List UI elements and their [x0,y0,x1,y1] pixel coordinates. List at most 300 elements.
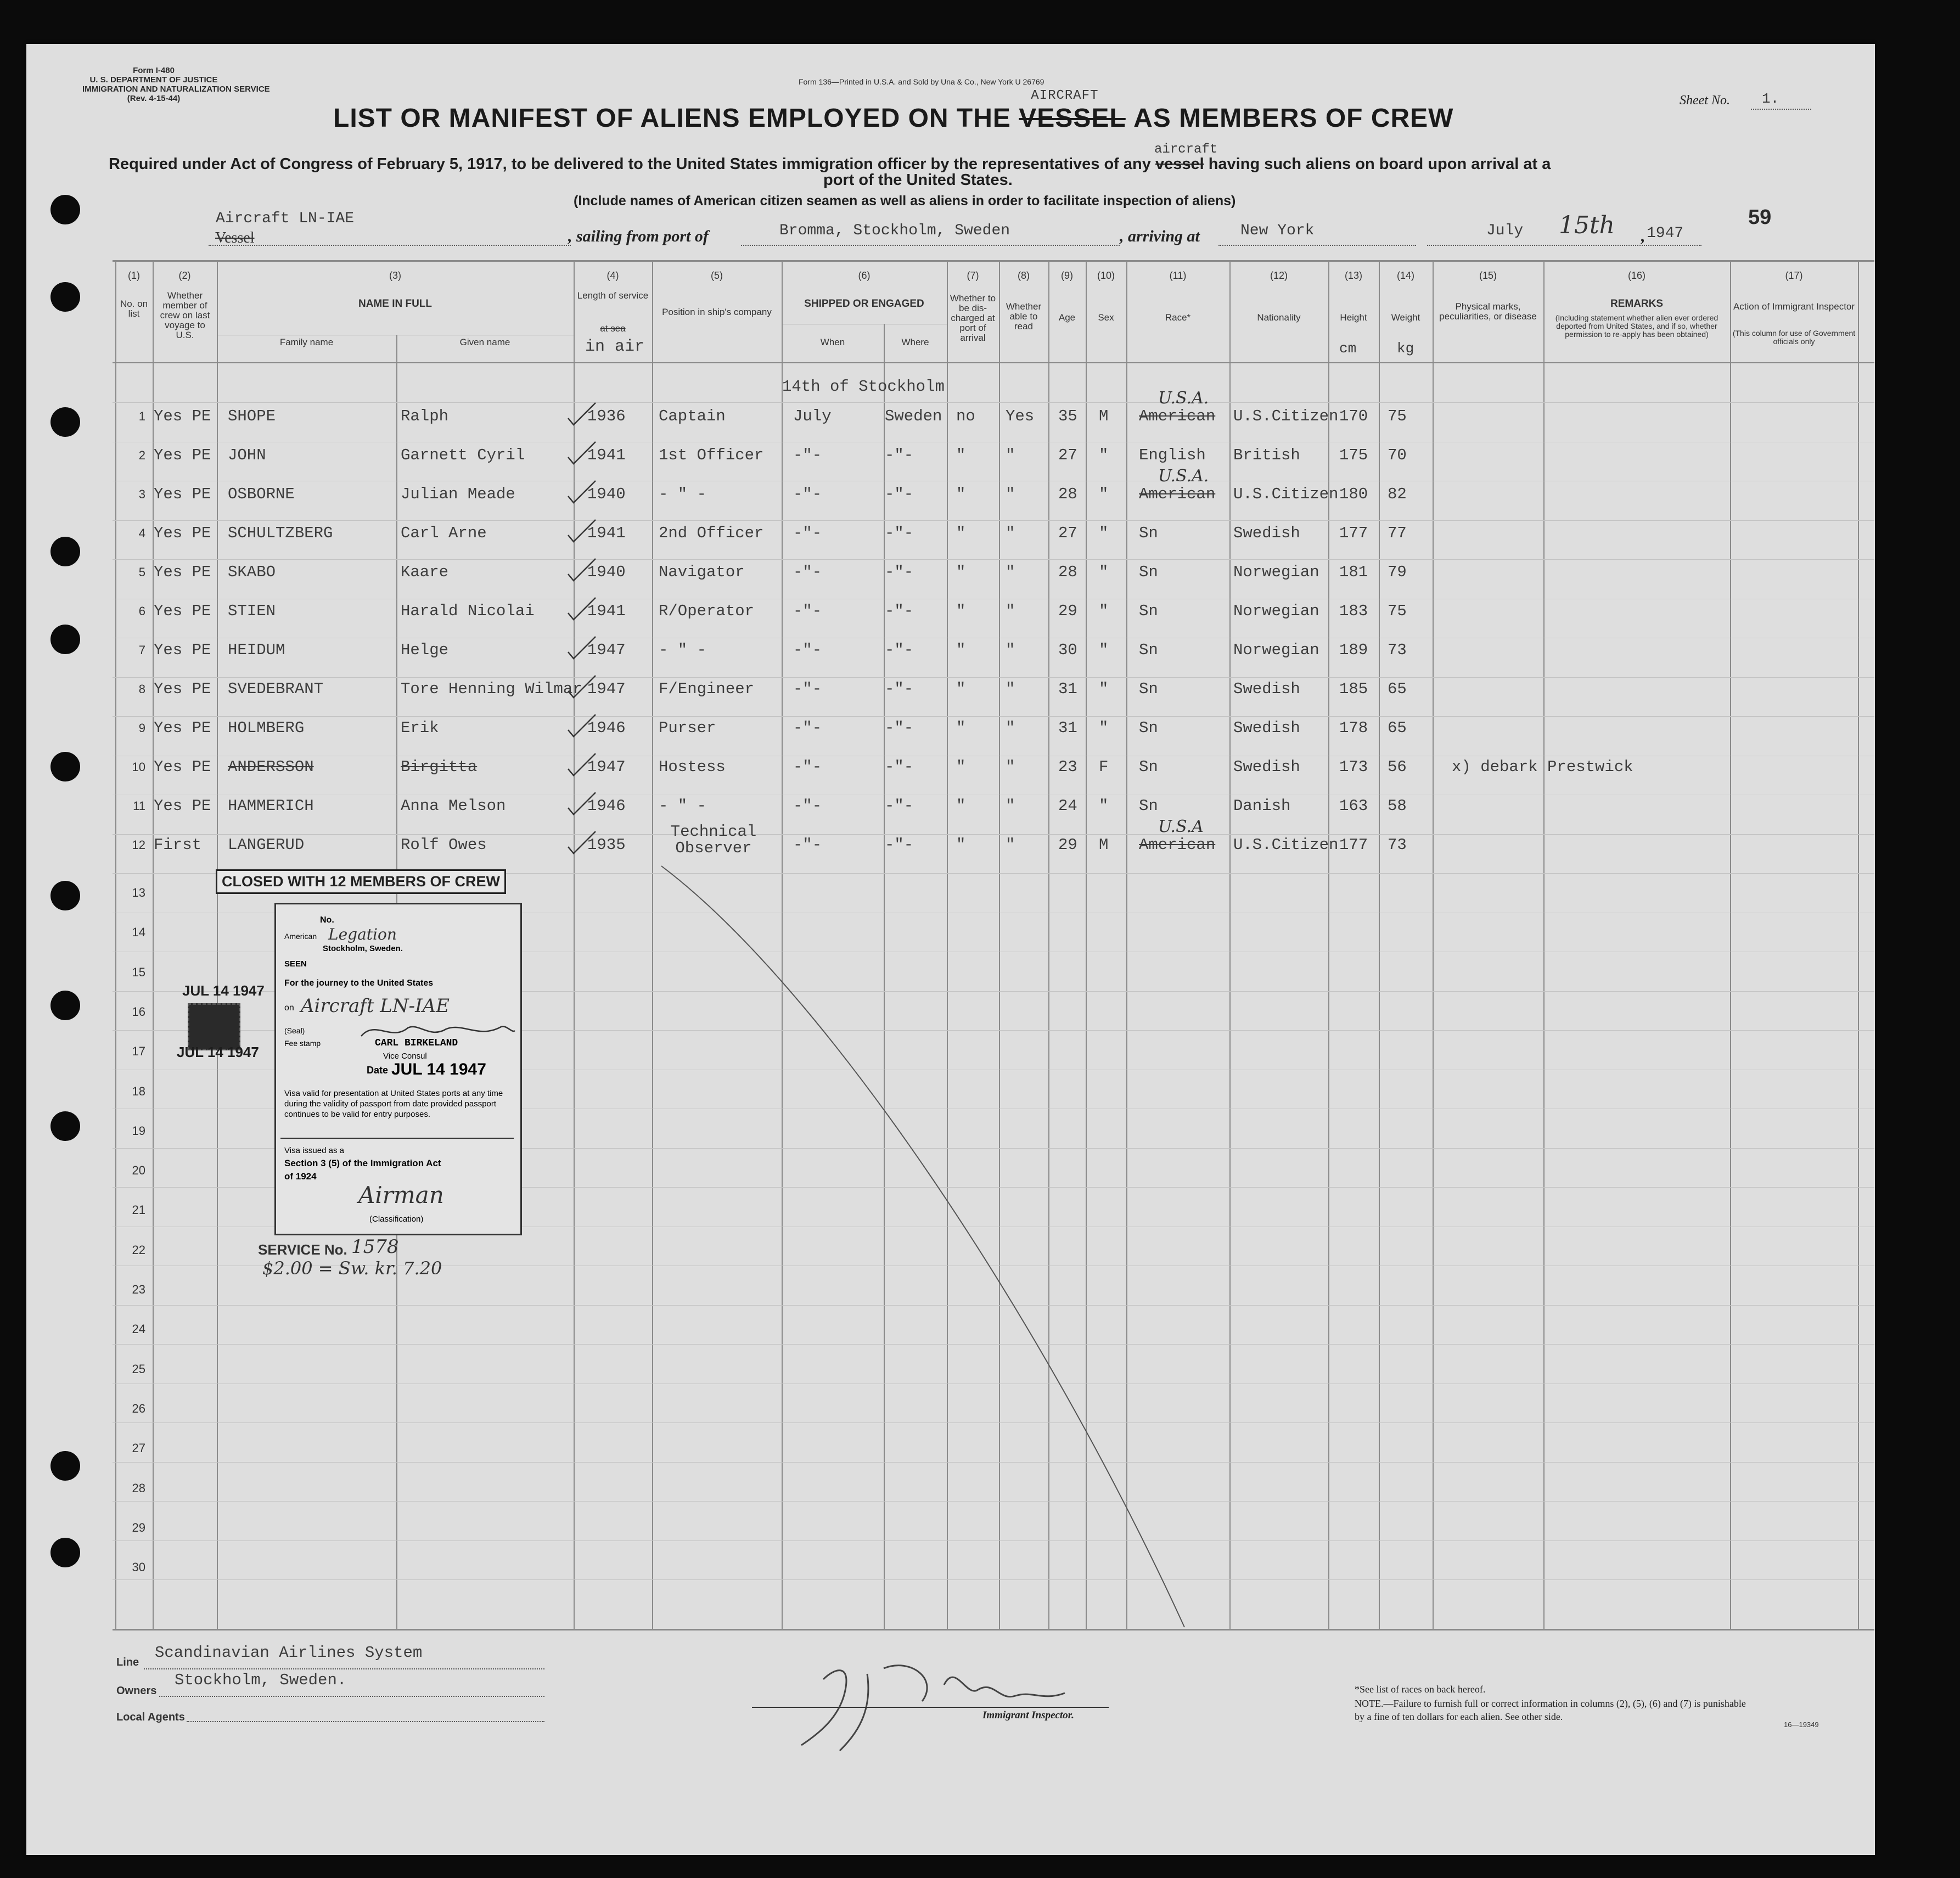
cell-nat: Swedish [1233,680,1300,698]
cell-race: Sn [1139,680,1158,698]
cell-given: Garnett Cyril [401,446,525,464]
cell-height: 163 [1339,797,1368,815]
cell-family: HAMMERICH [228,797,314,815]
cell-member: Yes PE [154,446,211,464]
hdr-weight-unit: kg [1397,340,1414,357]
sheet-number: 1. [1762,91,1779,107]
sailing-port: Bromma, Stockholm, Sweden [779,222,1010,239]
fee-note: $2.00 = Sw. kr. 7.20 [262,1258,442,1279]
hdr-shipped: SHIPPED OR ENGAGED [804,298,924,310]
cell-given: Ralph [401,407,449,425]
above-row-note: 14th of Stockholm [782,378,945,396]
cell-nat: Norwegian [1233,602,1319,620]
cell-member: Yes PE [154,524,211,542]
visa-no: No. [320,915,334,925]
cell-when: -"- [793,680,822,698]
empty-row-number: 13 [132,886,145,899]
cell-height: 177 [1339,836,1368,854]
cell-read: " [1006,446,1015,464]
title-aircraft-typed: AIRCRAFT [1031,88,1099,103]
cell-no: 2 [138,448,145,462]
cell-age: 35 [1058,407,1077,425]
cell-position: - " - [659,797,707,815]
inspector-underline [752,1707,1109,1708]
cell-sex: " [1099,797,1109,815]
cell-height: 181 [1339,563,1368,581]
cell-no: 5 [138,565,145,579]
cell-given: Harald Nicolai [401,602,535,620]
subtitle-text-a: Required under Act of Congress of February 5, 1917, to be delivered to the United States immigration officer by the representatives of any [109,155,1151,173]
cell-weight: 70 [1388,446,1407,464]
hdr-race: Race* [1165,312,1191,323]
cell-when: -"- [793,485,822,503]
empty-row-number: 30 [132,1560,145,1575]
cell-member: Yes PE [154,641,211,659]
owners-label: Owners [116,1685,157,1697]
cell-nat: U.S.Citizen [1233,485,1339,503]
cell-nat: U.S.Citizen [1233,836,1339,854]
cell-position: - " - [659,641,707,659]
note-label: NOTE. [1355,1698,1384,1709]
cell-height: 170 [1339,407,1368,425]
cell-read: Yes [1006,407,1035,425]
cell-length: 1947 [587,641,626,659]
cell-no: 3 [138,487,145,501]
cell-disch: " [956,680,966,698]
form-number: Form I-480 [133,66,175,75]
visa-legation-a: American [284,932,317,941]
cell-height: 185 [1339,680,1368,698]
empty-row-number: 15 [132,965,145,979]
cell-sex: " [1099,446,1109,464]
cell-race: Sn [1139,758,1158,776]
cell-position: 1st Officer [659,446,764,464]
cell-weight: 73 [1388,836,1407,854]
cell-remarks: x) debark Prestwick [1452,758,1633,776]
visa-fee-stamp: Fee stamp [284,1039,321,1048]
cell-where: -"- [885,719,914,737]
cell-height: 178 [1339,719,1368,737]
empty-row-number: 18 [132,1084,145,1098]
cell-nat: Swedish [1233,758,1300,776]
form-code: 16—19349 [1784,1720,1819,1729]
cell-where: -"- [885,524,914,542]
cell-read: " [1006,680,1015,698]
subtitle-line-2: port of the United States. [823,171,1013,189]
owners-underline [159,1696,544,1697]
hdr-nationality: Nationality [1257,312,1301,323]
cell-where: -"- [885,641,914,659]
cell-given: Anna Melson [401,797,506,815]
cell-length: 1935 [587,836,626,854]
cell-length: 1947 [587,680,626,698]
visa-date: JUL 14 1947 [391,1060,486,1078]
cell-read: " [1006,485,1015,503]
cell-member: Yes PE [154,602,211,620]
cell-disch: " [956,446,966,464]
subtitle-vessel-struck: vessel [1155,155,1204,173]
cell-member: Yes PE [154,797,211,815]
visa-class-label: (Classification) [369,1214,424,1224]
empty-row-number: 21 [132,1203,145,1217]
cell-family: JOHN [228,446,266,464]
cell-member: Yes PE [154,758,211,776]
service-number: 1578 [351,1236,399,1258]
cell-disch: " [956,797,966,815]
cell-length: 1946 [587,719,626,737]
cell-height: 173 [1339,758,1368,776]
cell-member: Yes PE [154,680,211,698]
cell-sex: " [1099,485,1109,503]
cell-weight: 58 [1388,797,1407,815]
cell-age: 30 [1058,641,1077,659]
cell-nat: Danish [1233,797,1291,815]
cell-read: " [1006,524,1015,542]
empty-row-number: 22 [132,1242,145,1257]
cell-disch: " [956,524,966,542]
cell-height: 177 [1339,524,1368,542]
cell-family: ANDERSSON [228,758,314,776]
visa-on-aircraft: Aircraft LN-IAE [301,995,450,1017]
service-name: IMMIGRATION AND NATURALIZATION SERVICE [82,85,270,94]
hdr-action-sub: (This column for use of Government officials only [1732,329,1856,346]
cell-read: " [1006,719,1015,737]
cell-where: -"- [885,758,914,776]
cell-no: 6 [138,604,145,618]
agents-underline [187,1721,544,1722]
cell-read: " [1006,641,1015,659]
cell-position: Hostess [659,758,726,776]
visa-legation-b: Legation [328,925,397,943]
cell-when: -"- [793,524,822,542]
vessel-typed: Aircraft LN-IAE [216,210,355,227]
cell-height: 180 [1339,485,1368,503]
cell-race: Sn [1139,602,1158,620]
cell-height: 175 [1339,446,1368,464]
cell-age: 29 [1058,836,1077,854]
empty-row-number: 16 [132,1004,145,1019]
hdr-weight: Weight [1391,312,1420,323]
cell-given: Erik [401,719,439,737]
visa-classification: Airman [358,1182,444,1208]
cell-family: SHOPE [228,407,276,425]
visa-sec-c: of 1924 [284,1171,317,1182]
cell-family: LANGERUD [228,836,305,854]
service-label: SERVICE No. [258,1241,347,1258]
cell-read: " [1006,602,1015,620]
cell-member: First [154,836,202,854]
line-underline [144,1668,544,1669]
empty-row-number: 20 [132,1163,145,1178]
cell-when: -"- [793,563,822,581]
inspector-signature [757,1646,1109,1756]
cell-length: 1941 [587,446,626,464]
department: U. S. DEPARTMENT OF JUSTICE [89,75,218,85]
visa-city: Stockholm, Sweden. [323,944,403,953]
cell-read: " [1006,797,1015,815]
cell-disch: " [956,602,966,620]
hdr-height: Height [1340,312,1367,323]
cell-where: -"- [885,446,914,464]
consul-name: CARL BIRKELAND [375,1038,458,1049]
cell-position: Technical Observer [670,823,757,857]
sailing-label: , sailing from port of [568,227,709,245]
inspector-label: Immigrant Inspector. [982,1710,1074,1721]
cell-weight: 75 [1388,602,1407,620]
cell-position: Navigator [659,563,745,581]
cell-height: 183 [1339,602,1368,620]
owners-value: Stockholm, Sweden. [175,1671,347,1689]
hdr-remarks-sub: (Including statement whether alien ever ordered deported from United States, and if so, whether permission to re-apply has been obtained) [1555,313,1718,339]
cell-race: English [1139,446,1206,464]
empty-row-number: 28 [132,1481,145,1495]
visa-valid-text: Visa valid for presentation at United States ports at any time during the validity of passport from date provided passport continues to be valid for entry purposes. [284,1089,503,1119]
subtitle-line-3: (Include names of American citizen seamen as well as aliens in order to facilitate inspection of aliens) [574,193,1236,209]
fee-stamp-date-top: JUL 14 1947 [182,982,265,999]
cell-weight: 82 [1388,485,1407,503]
hdr-read: Whether able to read [1006,301,1042,331]
empty-row-number: 23 [132,1283,145,1296]
cell-length: 1941 [587,524,626,542]
fine-note [1355,1697,1755,1723]
title-part-a: LIST OR MANIFEST OF ALIENS EMPLOYED ON THE [333,104,1011,133]
cell-length: 1940 [587,485,626,503]
cell-sex: " [1099,524,1109,542]
cell-weight: 79 [1388,563,1407,581]
hdr-length-hand: in air [585,338,645,356]
cell-nat: British [1233,446,1300,464]
cell-position: 2nd Officer [659,524,764,542]
hdr-remarks: REMARKS [1610,298,1664,310]
hdr-marks: Physical marks, peculiarities, or disease [1439,301,1537,322]
cell-when: -"- [793,446,822,464]
cell-when: -"- [793,641,822,659]
fee-stamp-date-bottom: JUL 14 1947 [177,1044,259,1060]
cell-race: Sn [1139,797,1158,815]
cell-disch: " [956,641,966,659]
cell-nat: Norwegian [1233,641,1319,659]
cell-weight: 73 [1388,641,1407,659]
cell-member: Yes PE [154,485,211,503]
hdr-no-on-list: No. on list [120,299,148,319]
cell-position: F/Engineer [659,680,755,698]
closed-stamp: CLOSED WITH 12 MEMBERS OF CREW [216,869,506,894]
cell-when: -"- [793,836,822,854]
printer-line: Form 136—Printed in U.S.A. and Sold by Una & Co., New York U 26769 [799,77,1044,86]
cell-when: -"- [793,797,822,815]
note-text: —Failure to furnish full or correct information in columns (2), (5), (6) and (7) is punishable by a fine of ten dollars for each alien. See other side. [1355,1698,1746,1722]
cell-member: Yes PE [154,407,211,425]
cell-length: 1940 [587,563,626,581]
cell-weight: 75 [1388,407,1407,425]
cell-no: 10 [132,760,145,774]
cell-no: 9 [138,721,145,735]
cell-sex: " [1099,563,1109,581]
page-number: 59 [1748,206,1772,229]
consul-title: Vice Consul [383,1052,427,1061]
cell-family: SVEDEBRANT [228,680,324,698]
cell-member: Yes PE [154,563,211,581]
cell-disch: " [956,836,966,854]
cell-weight: 56 [1388,758,1407,776]
visa-on-label: on [284,1003,294,1013]
race-handwritten: U.S.A. [1158,389,1209,408]
cell-position: - " - [659,485,707,503]
hdr-sex: Sex [1098,312,1114,323]
cell-age: 24 [1058,797,1077,815]
title-part-b: AS MEMBERS OF CREW [1133,104,1454,133]
cell-length: 1946 [587,797,626,815]
cell-when: -"- [793,758,822,776]
cell-when: -"- [793,602,822,620]
cell-read: " [1006,836,1015,854]
cell-position: Purser [659,719,716,737]
arrival-day: 15th [1559,211,1615,239]
cell-sex: " [1099,602,1109,620]
cell-nat: Norwegian [1233,563,1319,581]
empty-row-number: 26 [132,1401,145,1415]
cell-weight: 77 [1388,524,1407,542]
cell-disch: " [956,485,966,503]
empty-row-number: 17 [132,1044,145,1059]
cell-sex: " [1099,641,1109,659]
cell-age: 31 [1058,719,1077,737]
cell-race: Sn [1139,563,1158,581]
cell-given: Helge [401,641,449,659]
date-sep: , [1641,227,1645,245]
cell-no: 8 [138,682,145,696]
cell-no: 11 [133,799,145,813]
cell-length: 1941 [587,602,626,620]
cell-disch: " [956,719,966,737]
hdr-discharged: Whether to be dis-charged at port of arrival [950,293,996,343]
cell-family: OSBORNE [228,485,295,503]
title-vessel-struck: VESSEL [1019,104,1126,133]
cell-disch: no [956,407,975,425]
cell-given: Carl Arne [401,524,487,542]
cell-weight: 65 [1388,680,1407,698]
cell-where: -"- [885,836,914,854]
hdr-action: Action of Immigrant Inspector [1733,301,1855,312]
visa-journey: For the journey to the United States [284,979,434,988]
hdr-given-name: Given name [459,337,510,347]
cell-race: Sn [1139,719,1158,737]
cell-family: HEIDUM [228,641,285,659]
hdr-length-struck: at sea [600,323,626,334]
cell-age: 28 [1058,563,1077,581]
cell-nat: U.S.Citizen [1233,407,1339,425]
hdr-member: Whether member of crew on last voyage to U.S. [160,290,210,340]
cell-position: R/Operator [659,602,755,620]
cell-where: -"- [885,797,914,815]
cell-age: 31 [1058,680,1077,698]
cell-where: -"- [885,602,914,620]
cell-age: 27 [1058,446,1077,464]
cell-family: SKABO [228,563,276,581]
cell-height: 189 [1339,641,1368,659]
empty-row-number: 29 [132,1520,145,1534]
cell-sex: F [1099,758,1109,776]
visa-date-label: Date [367,1065,389,1076]
empty-row-number: 24 [132,1322,145,1336]
cell-family: SCHULTZBERG [228,524,333,542]
race-handwritten: U.S.A [1158,817,1204,836]
visa-sec-a: Visa issued as a [284,1146,344,1155]
cell-disch: " [956,758,966,776]
hdr-when: When [820,337,845,347]
cell-read: " [1006,563,1015,581]
cell-age: 23 [1058,758,1077,776]
hdr-position: Position in ship's company [662,307,772,317]
hdr-length: Length of service [577,290,649,301]
revision: (Rev. 4-15-44) [127,94,181,103]
cell-age: 28 [1058,485,1077,503]
cell-where: Sweden [885,407,942,425]
cell-race: American [1139,485,1216,503]
cell-given: Tore Henning Wilmar [401,680,582,698]
cell-disch: " [956,563,966,581]
cell-given: Rolf Owes [401,836,487,854]
agents-label: Local Agents [116,1711,185,1723]
cell-family: HOLMBERG [228,719,305,737]
arriving-label: , arriving at [1120,227,1200,245]
sheet-label: Sheet No. [1680,93,1730,108]
cell-age: 29 [1058,602,1077,620]
cell-given: Kaare [401,563,449,581]
visa-seal: (Seal) [284,1026,305,1035]
cell-family: STIEN [228,602,276,620]
hdr-where: Where [901,337,929,347]
cell-race: American [1139,407,1216,425]
visa-seen: SEEN [284,959,307,969]
cell-position: Captain [659,407,726,425]
subtitle-text-b: having such aliens on board upon arrival at a [1208,155,1551,173]
hdr-age: Age [1058,312,1076,323]
cell-sex: M [1099,407,1109,425]
cell-weight: 65 [1388,719,1407,737]
arrival-year: 1947 [1647,225,1684,242]
cell-length: 1936 [587,407,626,425]
cell-sex: " [1099,719,1109,737]
hdr-height-unit: cm [1339,340,1357,357]
vessel-label-struck: Vessel [215,229,255,246]
cell-age: 27 [1058,524,1077,542]
cell-when: -"- [793,719,822,737]
empty-row-number: 25 [132,1362,145,1376]
races-note: *See list of races on back hereof. [1355,1684,1486,1695]
cell-where: -"- [885,680,914,698]
race-handwritten: U.S.A. [1158,466,1209,486]
cell-sex: " [1099,680,1109,698]
cell-read: " [1006,758,1015,776]
empty-row-number: 27 [132,1441,145,1455]
cell-no: 7 [138,643,145,657]
cell-no: 12 [132,838,145,852]
cell-member: Yes PE [154,719,211,737]
hdr-family-name: Family name [279,337,334,347]
cell-given: Birgitta [401,758,478,776]
cell-no: 1 [138,409,145,423]
cell-race: Sn [1139,641,1158,659]
cell-length: 1947 [587,758,626,776]
visa-sec-b: Section 3 (5) of the Immigration Act [284,1158,441,1168]
empty-row-number: 19 [132,1123,145,1138]
cell-nat: Swedish [1233,524,1300,542]
line-value: Scandinavian Airlines System [155,1644,423,1662]
arrival-month: July [1486,222,1524,239]
subtitle-aircraft-typed: aircraft [1154,142,1218,157]
cell-no: 4 [138,526,145,540]
